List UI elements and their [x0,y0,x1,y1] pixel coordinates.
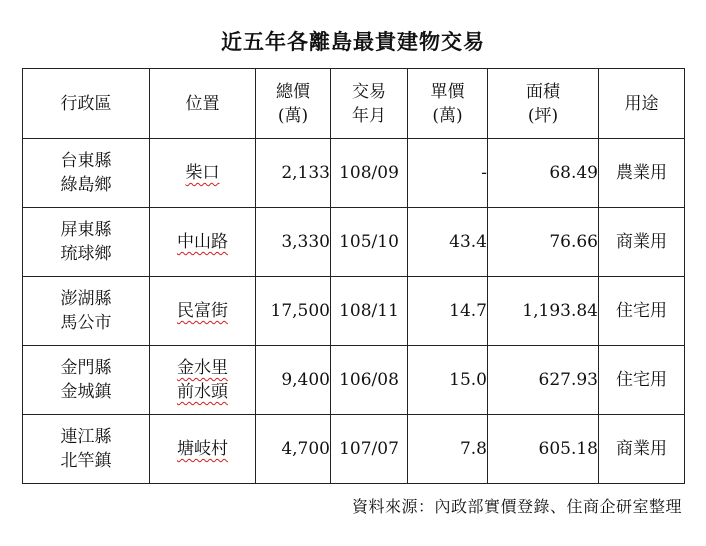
cell-unit-price: - [408,139,488,208]
cell-area: 605.18 [488,415,599,484]
cell-use: 農業用 [599,139,685,208]
cell-unit-price: 7.8 [408,415,488,484]
table-row [23,346,685,415]
cell-total-price: 2,133 [256,139,331,208]
table-row [23,208,685,277]
transaction-table [22,68,685,484]
cell-location: 金水里 前水頭 [150,346,256,415]
cell-unit-price: 15.0 [408,346,488,415]
table-row [23,139,685,208]
cell-unit-price: 14.7 [408,277,488,346]
header-area: 面積 (坪) [488,69,599,139]
cell-use: 住宅用 [599,346,685,415]
header-total-price: 總價 (萬) [256,69,331,139]
header-location: 位置 [150,69,256,139]
cell-area: 1,193.84 [488,277,599,346]
cell-location: 柴口 [150,139,256,208]
header-trade-month: 交易 年月 [331,69,408,139]
cell-total-price: 9,400 [256,346,331,415]
cell-location: 塘岐村 [150,415,256,484]
cell-trade-month: 108/11 [331,277,408,346]
header-use: 用途 [599,69,685,139]
cell-district: 金門縣 金城鎮 [23,346,150,415]
cell-trade-month: 105/10 [331,208,408,277]
cell-area: 76.66 [488,208,599,277]
cell-total-price: 17,500 [256,277,331,346]
cell-location: 民富街 [150,277,256,346]
table-header-row [23,69,685,139]
source-note: 資料來源：內政部實價登錄、住商企研室整理 [351,497,682,516]
header-district: 行政區 [23,69,150,139]
cell-total-price: 3,330 [256,208,331,277]
cell-trade-month: 107/07 [331,415,408,484]
cell-trade-month: 106/08 [331,346,408,415]
cell-district: 台東縣 綠島鄉 [23,139,150,208]
header-unit-price: 單價 (萬) [408,69,488,139]
cell-total-price: 4,700 [256,415,331,484]
table-row [23,277,685,346]
cell-area: 627.93 [488,346,599,415]
cell-use: 商業用 [599,415,685,484]
cell-unit-price: 43.4 [408,208,488,277]
cell-use: 商業用 [599,208,685,277]
cell-district: 澎湖縣 馬公市 [23,277,150,346]
cell-district: 屏東縣 琉球鄉 [23,208,150,277]
cell-trade-month: 108/09 [331,139,408,208]
cell-use: 住宅用 [599,277,685,346]
page-title: 近五年各離島最貴建物交易 [221,29,485,54]
table-row [23,415,685,484]
cell-district: 連江縣 北竿鎮 [23,415,150,484]
cell-location: 中山路 [150,208,256,277]
cell-area: 68.49 [488,139,599,208]
